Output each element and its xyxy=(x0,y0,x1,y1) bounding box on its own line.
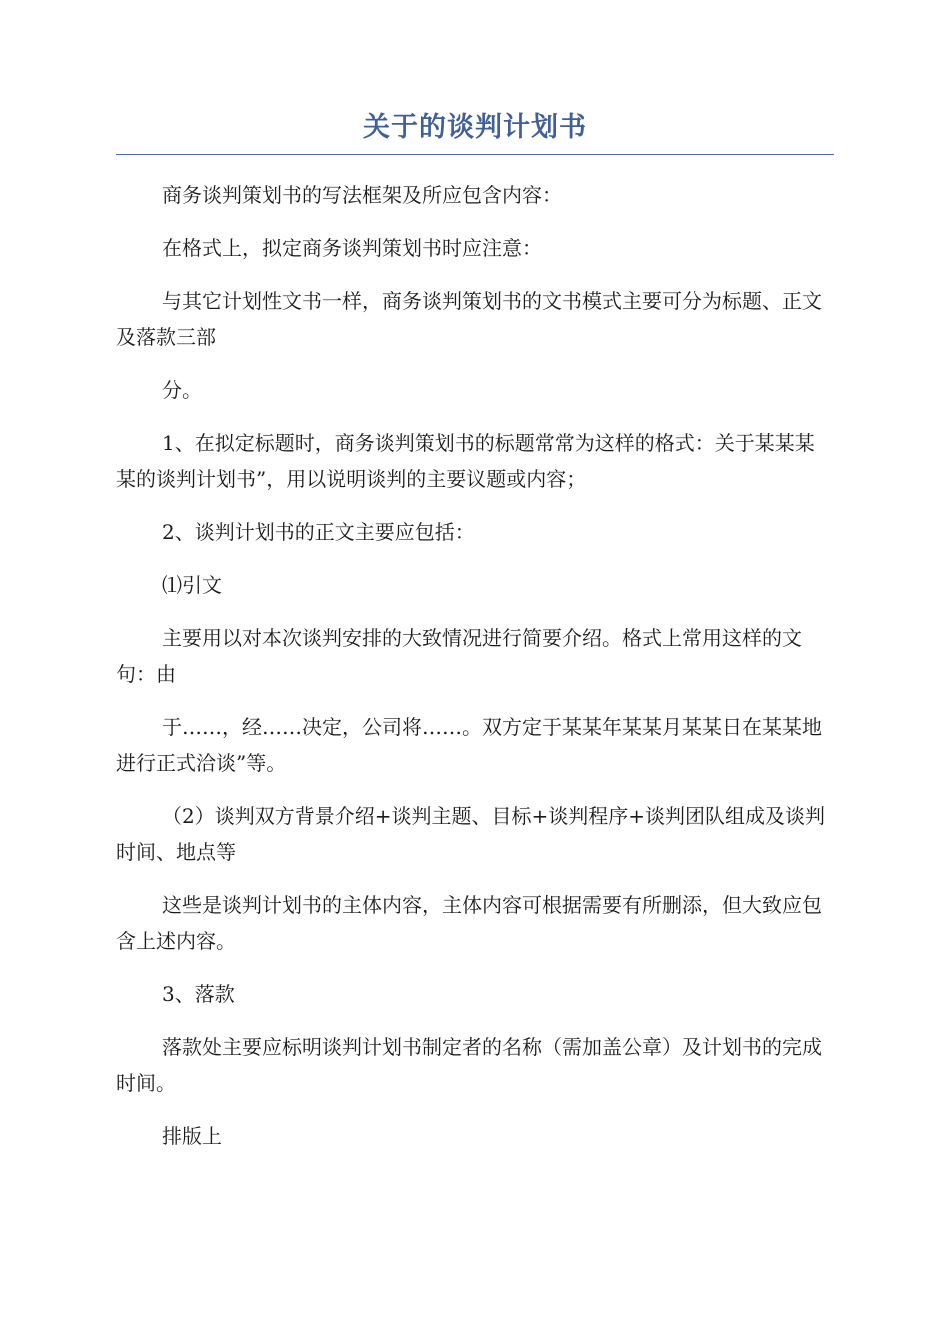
paragraph-3: 与其它计划性文书一样，商务谈判策划书的文书模式主要可分为标题、正文及落款三部 xyxy=(116,289,822,349)
paragraph-6: 2、谈判计划书的正文主要应包括： xyxy=(162,520,475,544)
paragraph-5: 1、在拟定标题时，商务谈判策划书的标题常常为这样的格式：关于某某某某的谈判计划书”，用以说明谈判的主要议题或内容； xyxy=(116,431,815,491)
paragraph-11: 这些是谈判计划书的主体内容，主体内容可根据需要有所删添，但大致应包含上述内容。 xyxy=(116,893,822,953)
paragraph-13: 落款处主要应标明谈判计划书制定者的名称（需加盖公章）及计划书的完成时间。 xyxy=(116,1035,822,1095)
document-body xyxy=(116,177,834,1154)
paragraph-14: 排版上 xyxy=(162,1124,222,1148)
paragraph-8: 主要用以对本次谈判安排的大致情况进行简要介绍。格式上常用这样的文句：由 xyxy=(116,626,802,686)
document-title: 关于的谈判计划书 xyxy=(363,112,587,143)
paragraph-4: 分。 xyxy=(162,378,202,402)
paragraph-2: 在格式上，拟定商务谈判策划书时应注意： xyxy=(162,236,542,260)
title-underline xyxy=(116,154,834,155)
paragraph-9: 于……，经……决定，公司将……。双方定于某某年某某月某某日在某某地进行正式洽谈”等。 xyxy=(116,715,822,775)
paragraph-7: ⑴引文 xyxy=(162,573,222,597)
paragraph-10: （2）谈判双方背景介绍+谈判主题、目标+谈判程序+谈判团队组成及谈判时间、地点等 xyxy=(116,804,825,864)
paragraph-1: 商务谈判策划书的写法框架及所应包含内容： xyxy=(162,183,562,207)
paragraph-12: 3、落款 xyxy=(162,982,235,1006)
